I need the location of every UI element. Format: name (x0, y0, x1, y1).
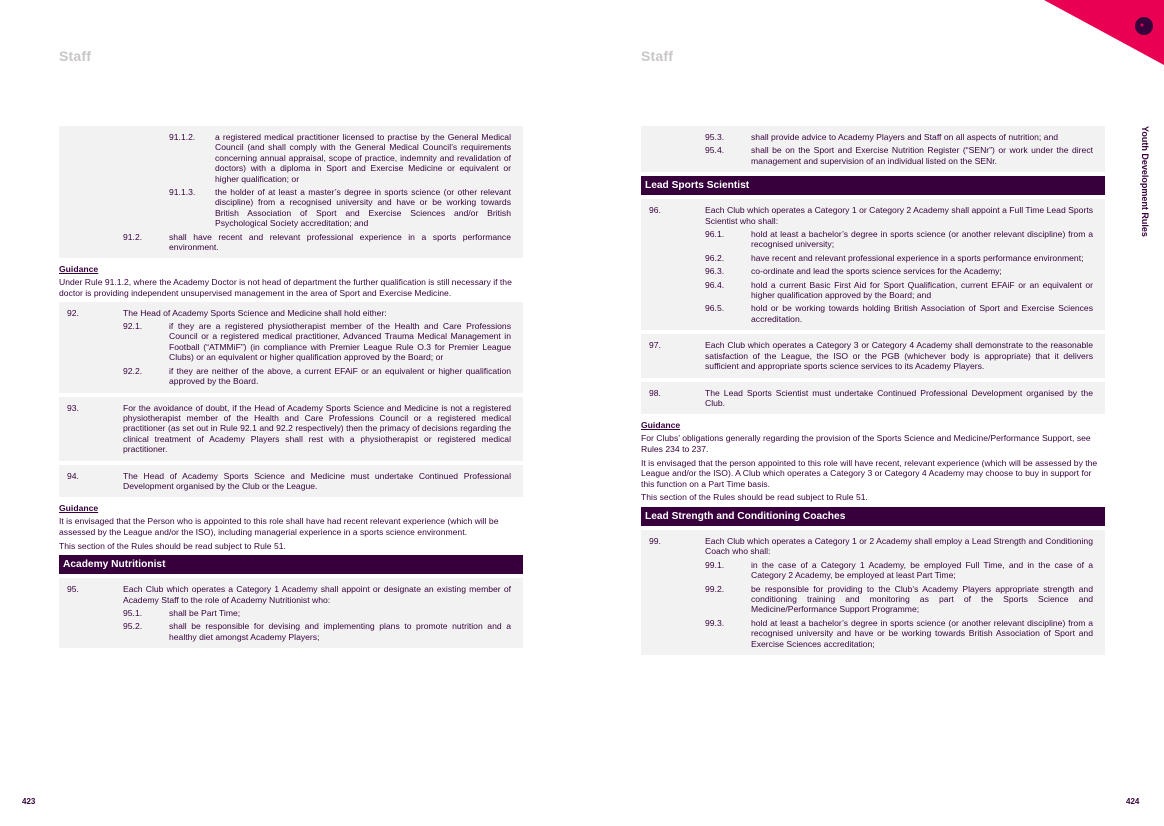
rule-number: 99.1. (705, 559, 725, 570)
guidance-heading: Guidance (59, 264, 99, 275)
rule-item (649, 205, 1093, 226)
rule-number: 96.1. (705, 229, 725, 240)
rule-number: 96.2. (705, 252, 725, 263)
rule-number: 98. (649, 387, 661, 398)
rule-number: 95. (67, 584, 79, 595)
rule-text: shall be on the Sport and Exercise Nutrition Register (“SENr”) or work under the direct management and supervision of an individual listed on the SENr. (751, 145, 1093, 166)
right-page (582, 0, 1164, 826)
rule-text: shall be Part Time; (169, 607, 241, 618)
section-heading: Lead Strength and Conditioning Coaches (641, 507, 1105, 526)
rule-number: 93. (67, 402, 79, 413)
rule-text: The Head of Academy Sports Science and Medicine must undertake Continued Professional Development organised by the Club or the League. (123, 470, 511, 491)
rule-text: hold a current Basic First Aid for Sport Qualification, current EFAiF or an equivalent or higher qualification approved by the Board; and (751, 279, 1093, 301)
guidance-paragraph: This section of the Rules should be read subject to Rule 51. (59, 540, 286, 551)
rule-text: hold at least a bachelor’s degree in sports science (or another relevant discipline) from a recognised university and have or be working towards British Association of Sport and Exercise Sciences accreditation; (751, 617, 1093, 649)
rule-text: shall have recent and relevant professional experience in a sports performance environment. (169, 231, 511, 253)
rule-number: 95.4. (705, 145, 725, 156)
running-head: Staff (59, 48, 92, 64)
lion-crest-icon (1135, 17, 1153, 35)
guidance-block (641, 420, 1105, 503)
rule-number: 96.3. (705, 266, 725, 277)
rule-text: if they are a registered physiotherapist member of the Health and Care Professions Council or a registered medical practitioner, Advanced Trauma Medical Management in Football (“ATMMiF”) (in compliance with Premier League Rule O.3 for Premier League Clubs) or an equivalent or higher qualification approved by the Board; or (169, 321, 511, 363)
rule-text: For the avoidance of doubt, if the Head of Academy Sports Science and Medicine is not a registered physiotherapist member of the Health and Care Professions Council or a registered medical practitioner (as set out in Rule 92.1 and 92.2 respectively) then the primacy of decisions regarding the clinical treatment of Academy Players shall rest with a physiotherapist or registered medical practitioner. (123, 402, 511, 455)
guidance-paragraph: Under Rule 91.1.2, where the Academy Doctor is not head of department the further qualification is still necessary if the doctor is providing independent unsupervised management in the area of Sport and Exercise Medicine. (59, 277, 512, 299)
rule-item (67, 584, 511, 605)
rule-item (705, 280, 1093, 301)
rule-number: 92.2. (123, 365, 143, 376)
rule-item (705, 266, 1093, 276)
rule-item (705, 132, 1093, 142)
rule-number: 91.2. (123, 231, 143, 242)
rule-item (123, 366, 511, 387)
rule-box (59, 578, 523, 648)
left-content (59, 126, 523, 652)
rule-box (59, 126, 523, 258)
rule-text: if they are neither of the above, a current EFAiF or an equivalent or higher qualification approved by the Board. (169, 365, 511, 387)
rule-text: have recent and relevant professional experience in a sports performance environment; (751, 252, 1084, 263)
rule-number: 95.3. (705, 132, 725, 142)
rule-item (67, 403, 511, 455)
guidance-paragraph: This section of the Rules should be read subject to Rule 51. (641, 492, 868, 503)
rule-text: The Head of Academy Sports Science and Medicine shall hold either: (123, 307, 387, 318)
rule-box (641, 382, 1105, 415)
guidance-paragraph: For Clubs’ obligations generally regarding the provision of the Sports Science and Medicine/Performance Support, see Rules 234 to 237. (641, 433, 1091, 454)
rule-text: the holder of at least a master’s degree in sports science (or other relevant discipline) from a recognised university and have or be working towards British Association of Sport and Exercise Sciences and/or British Psychological Society accreditation; and (215, 187, 511, 229)
rule-number: 94. (67, 470, 79, 481)
right-content (641, 126, 1105, 659)
rule-item (705, 229, 1093, 250)
side-title: Youth Development Rules (1140, 126, 1150, 237)
rule-item (169, 187, 511, 229)
section-heading: Academy Nutritionist (59, 555, 523, 574)
rule-number: 99.3. (705, 617, 725, 628)
rule-text: a registered medical practitioner licensed to practise by the General Medical Council (and shall comply with the General Medical Council’s requirements concerning annual appraisal, scope of practice, indemnity and revalidation of doctors) with a diploma in Sport and Exercise Medicine or equivalent or higher qualification; or (215, 132, 511, 184)
rule-item (705, 303, 1093, 324)
rule-item (169, 132, 511, 184)
rule-text: Each Club which operates a Category 3 or Category 4 Academy shall demonstrate to the reasonable satisfaction of the League, the ISO or the PGB (whichever body is appropriate) that it delivers sufficient and appropriate sports science services to its Academy Players. (705, 340, 1093, 372)
rule-item (649, 340, 1093, 371)
rule-box (641, 199, 1105, 330)
rule-text: The Lead Sports Scientist must undertake Continued Professional Development organised by the Club. (705, 387, 1093, 408)
rule-item (67, 308, 511, 318)
rule-number: 97. (649, 340, 661, 351)
rule-item (705, 560, 1093, 581)
guidance-paragraph: It is envisaged that the person appointed to this role will have recent, relevant experience (which will be assessed by the League and/or the ISO). A Club which operates a Category 3 or Category 4 Academy may choose to buy in support for this function on a Part Time basis. (641, 457, 1098, 489)
rule-number: 95.2. (123, 621, 143, 632)
rule-box (59, 397, 523, 461)
rule-number: 96.4. (705, 279, 725, 290)
rule-number: 91.1.2. (169, 132, 196, 142)
rule-text: hold at least a bachelor’s degree in sports science (or another relevant discipline) from a recognised university; (751, 229, 1093, 250)
rule-text: Each Club which operates a Category 1 or 2 Academy shall employ a Lead Strength and Conditioning Coach who shall: (705, 535, 1093, 557)
guidance-block (59, 264, 523, 298)
rule-number: 92.1. (123, 321, 143, 332)
rule-number: 99.2. (705, 583, 725, 594)
rule-box (641, 126, 1105, 172)
rule-item (123, 621, 511, 642)
rule-text: shall be responsible for devising and implementing plans to promote nutrition and a healthy diet amongst Academy Players; (169, 621, 511, 642)
section-heading: Lead Sports Scientist (641, 176, 1105, 195)
corner-decoration (1014, 0, 1164, 70)
rule-text: be responsible for providing to the Club’s Academy Players appropriate strength and conditioning training and monitoring as part of the Sports Science and Medicine/Performance Support Programme; (751, 583, 1093, 615)
rule-text: co-ordinate and lead the sports science services for the Academy; (751, 266, 1002, 277)
rule-box (641, 334, 1105, 377)
rule-item (705, 584, 1093, 615)
page-number: 424 (1126, 797, 1140, 806)
guidance-paragraph: It is envisaged that the Person who is appointed to this role shall have had recent relevant experience (which will be assessed by the League and/or the ISO), including managerial experience in a sports science environment. (59, 516, 499, 537)
rule-item (705, 618, 1093, 649)
rule-item (123, 232, 511, 253)
rule-number: 91.1.3. (169, 187, 196, 198)
page-number: 423 (22, 797, 36, 806)
rule-item (67, 471, 511, 492)
rule-text: shall provide advice to Academy Players and Staff on all aspects of nutrition; and (751, 132, 1059, 142)
rule-number: 96.5. (705, 303, 725, 314)
guidance-block (59, 503, 523, 551)
rule-number: 96. (649, 205, 661, 216)
rule-box (59, 302, 523, 393)
rule-text: Each Club which operates a Category 1 or Category 2 Academy shall appoint a Full Time Lead Sports Scientist who shall: (705, 205, 1093, 226)
rule-item (649, 536, 1093, 557)
running-head: Staff (641, 48, 674, 64)
rule-item (649, 388, 1093, 409)
guidance-heading: Guidance (641, 420, 681, 431)
rule-item (705, 253, 1093, 263)
rule-item (123, 608, 511, 618)
rule-text: in the case of a Category 1 Academy, be employed Full Time, and in the case of a Category 2 Academy, be employed at least Part Time; (751, 559, 1093, 581)
rule-box (641, 530, 1105, 655)
rule-item (123, 321, 511, 363)
rule-number: 99. (649, 535, 661, 546)
rule-text: hold or be working towards holding British Association of Sport and Exercise Sciences accreditation. (751, 303, 1093, 324)
rule-item (705, 145, 1093, 166)
rule-box (59, 465, 523, 498)
rule-text: Each Club which operates a Category 1 Academy shall appoint or designate an existing member of Academy Staff to the role of Academy Nutritionist who: (123, 584, 511, 605)
guidance-heading: Guidance (59, 503, 99, 514)
rule-number: 95.1. (123, 607, 143, 618)
rule-number: 92. (67, 307, 79, 318)
